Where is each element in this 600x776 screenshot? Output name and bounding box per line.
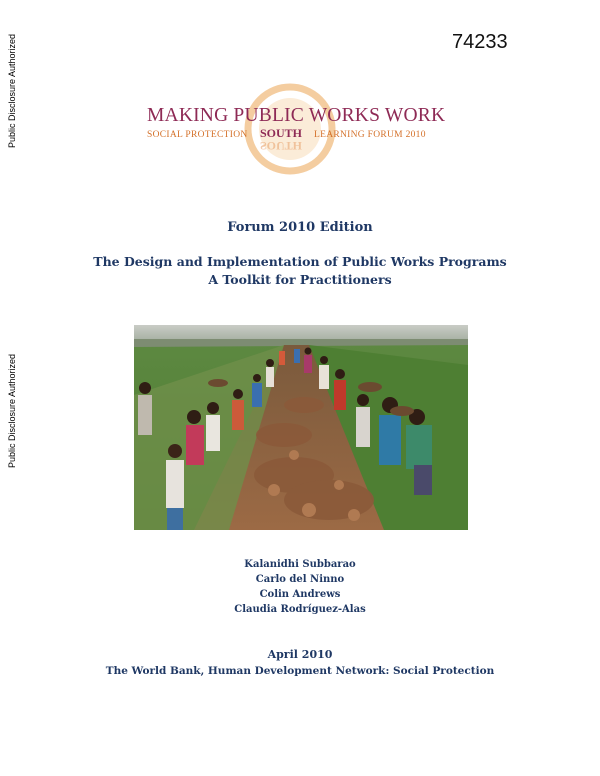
author-name: Kalanidhi Subbarao [244, 559, 356, 570]
logo-south-reflection: SOUTH [260, 139, 303, 153]
publisher-line: The World Bank, Human Development Network: Social Protection [105, 665, 495, 677]
author-list [0, 557, 600, 617]
logo-subtitle-left: SOCIAL PROTECTION [147, 130, 248, 140]
disclosure-stamp-top: Public Disclosure Authorized [7, 33, 17, 148]
logo-subtitle-right: LEARNING FORUM 2010 [314, 130, 426, 140]
forum-logo [140, 80, 460, 180]
report-number: 74233 [452, 31, 508, 53]
document-subtitle: A Toolkit for Practitioners [208, 272, 392, 287]
document-title: The Design and Implementation of Public Works Programs [93, 254, 507, 269]
publication-date: April 2010 [267, 648, 333, 661]
disclosure-stamp-bottom: Public Disclosure Authorized [7, 353, 17, 468]
logo-title: MAKING PUBLIC WORKS WORK [147, 105, 446, 126]
author-name: Claudia Rodríguez-Alas [234, 604, 366, 615]
logo-south-word: SOUTH [260, 126, 303, 140]
author-name: Colin Andrews [259, 589, 341, 600]
cover-photo-workers-icon [134, 325, 468, 530]
edition-label: Forum 2010 Edition [227, 220, 373, 235]
author-name: Carlo del Ninno [255, 574, 345, 585]
